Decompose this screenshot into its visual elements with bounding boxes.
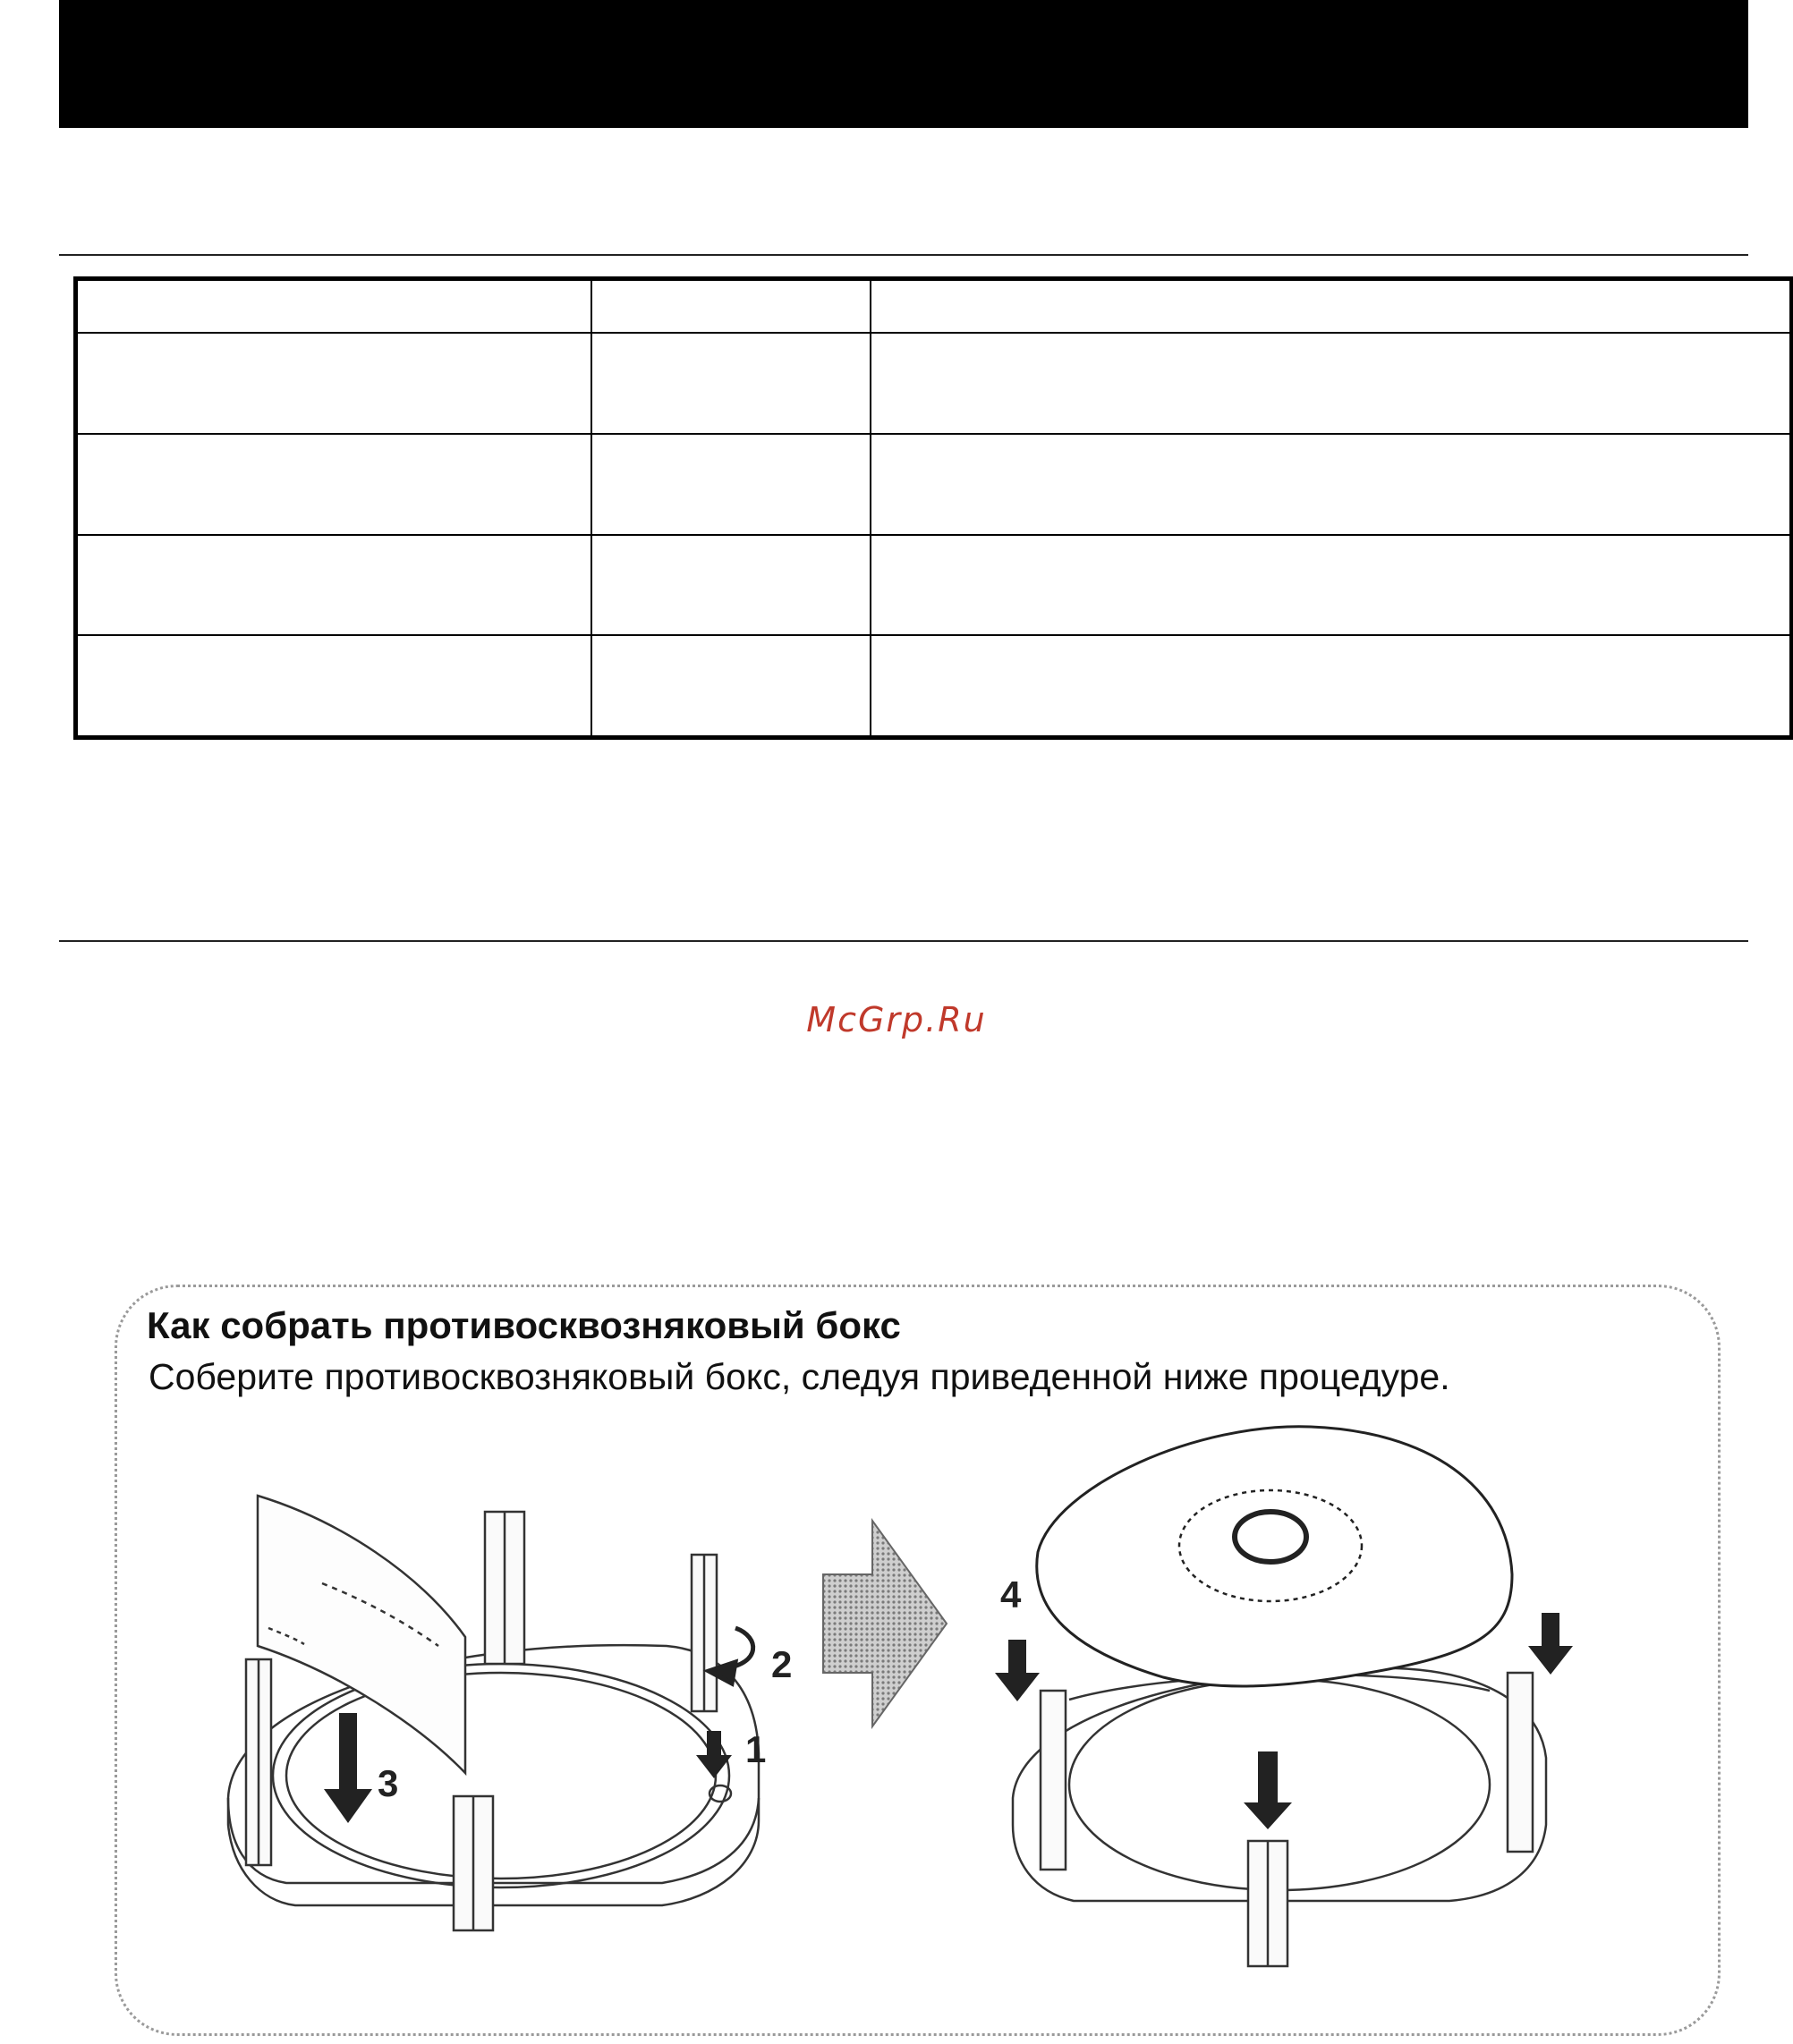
step-label-3: 3 — [378, 1762, 399, 1804]
assembly-subtitle: Соберите противосквозняковый бокс, следуя приведенной ниже процедуре. — [149, 1356, 1450, 1397]
watermark[interactable]: McGrp.Ru — [806, 1000, 987, 1039]
step-label-1: 1 — [745, 1728, 767, 1770]
lid — [1037, 1427, 1512, 1686]
big-arrow-icon — [823, 1521, 947, 1726]
clip-piece — [692, 1555, 717, 1711]
step-label-2: 2 — [771, 1643, 793, 1685]
step-label-4: 4 — [1000, 1573, 1022, 1616]
assembly-title: Как собрать противосквозняковый бокс — [147, 1304, 901, 1346]
